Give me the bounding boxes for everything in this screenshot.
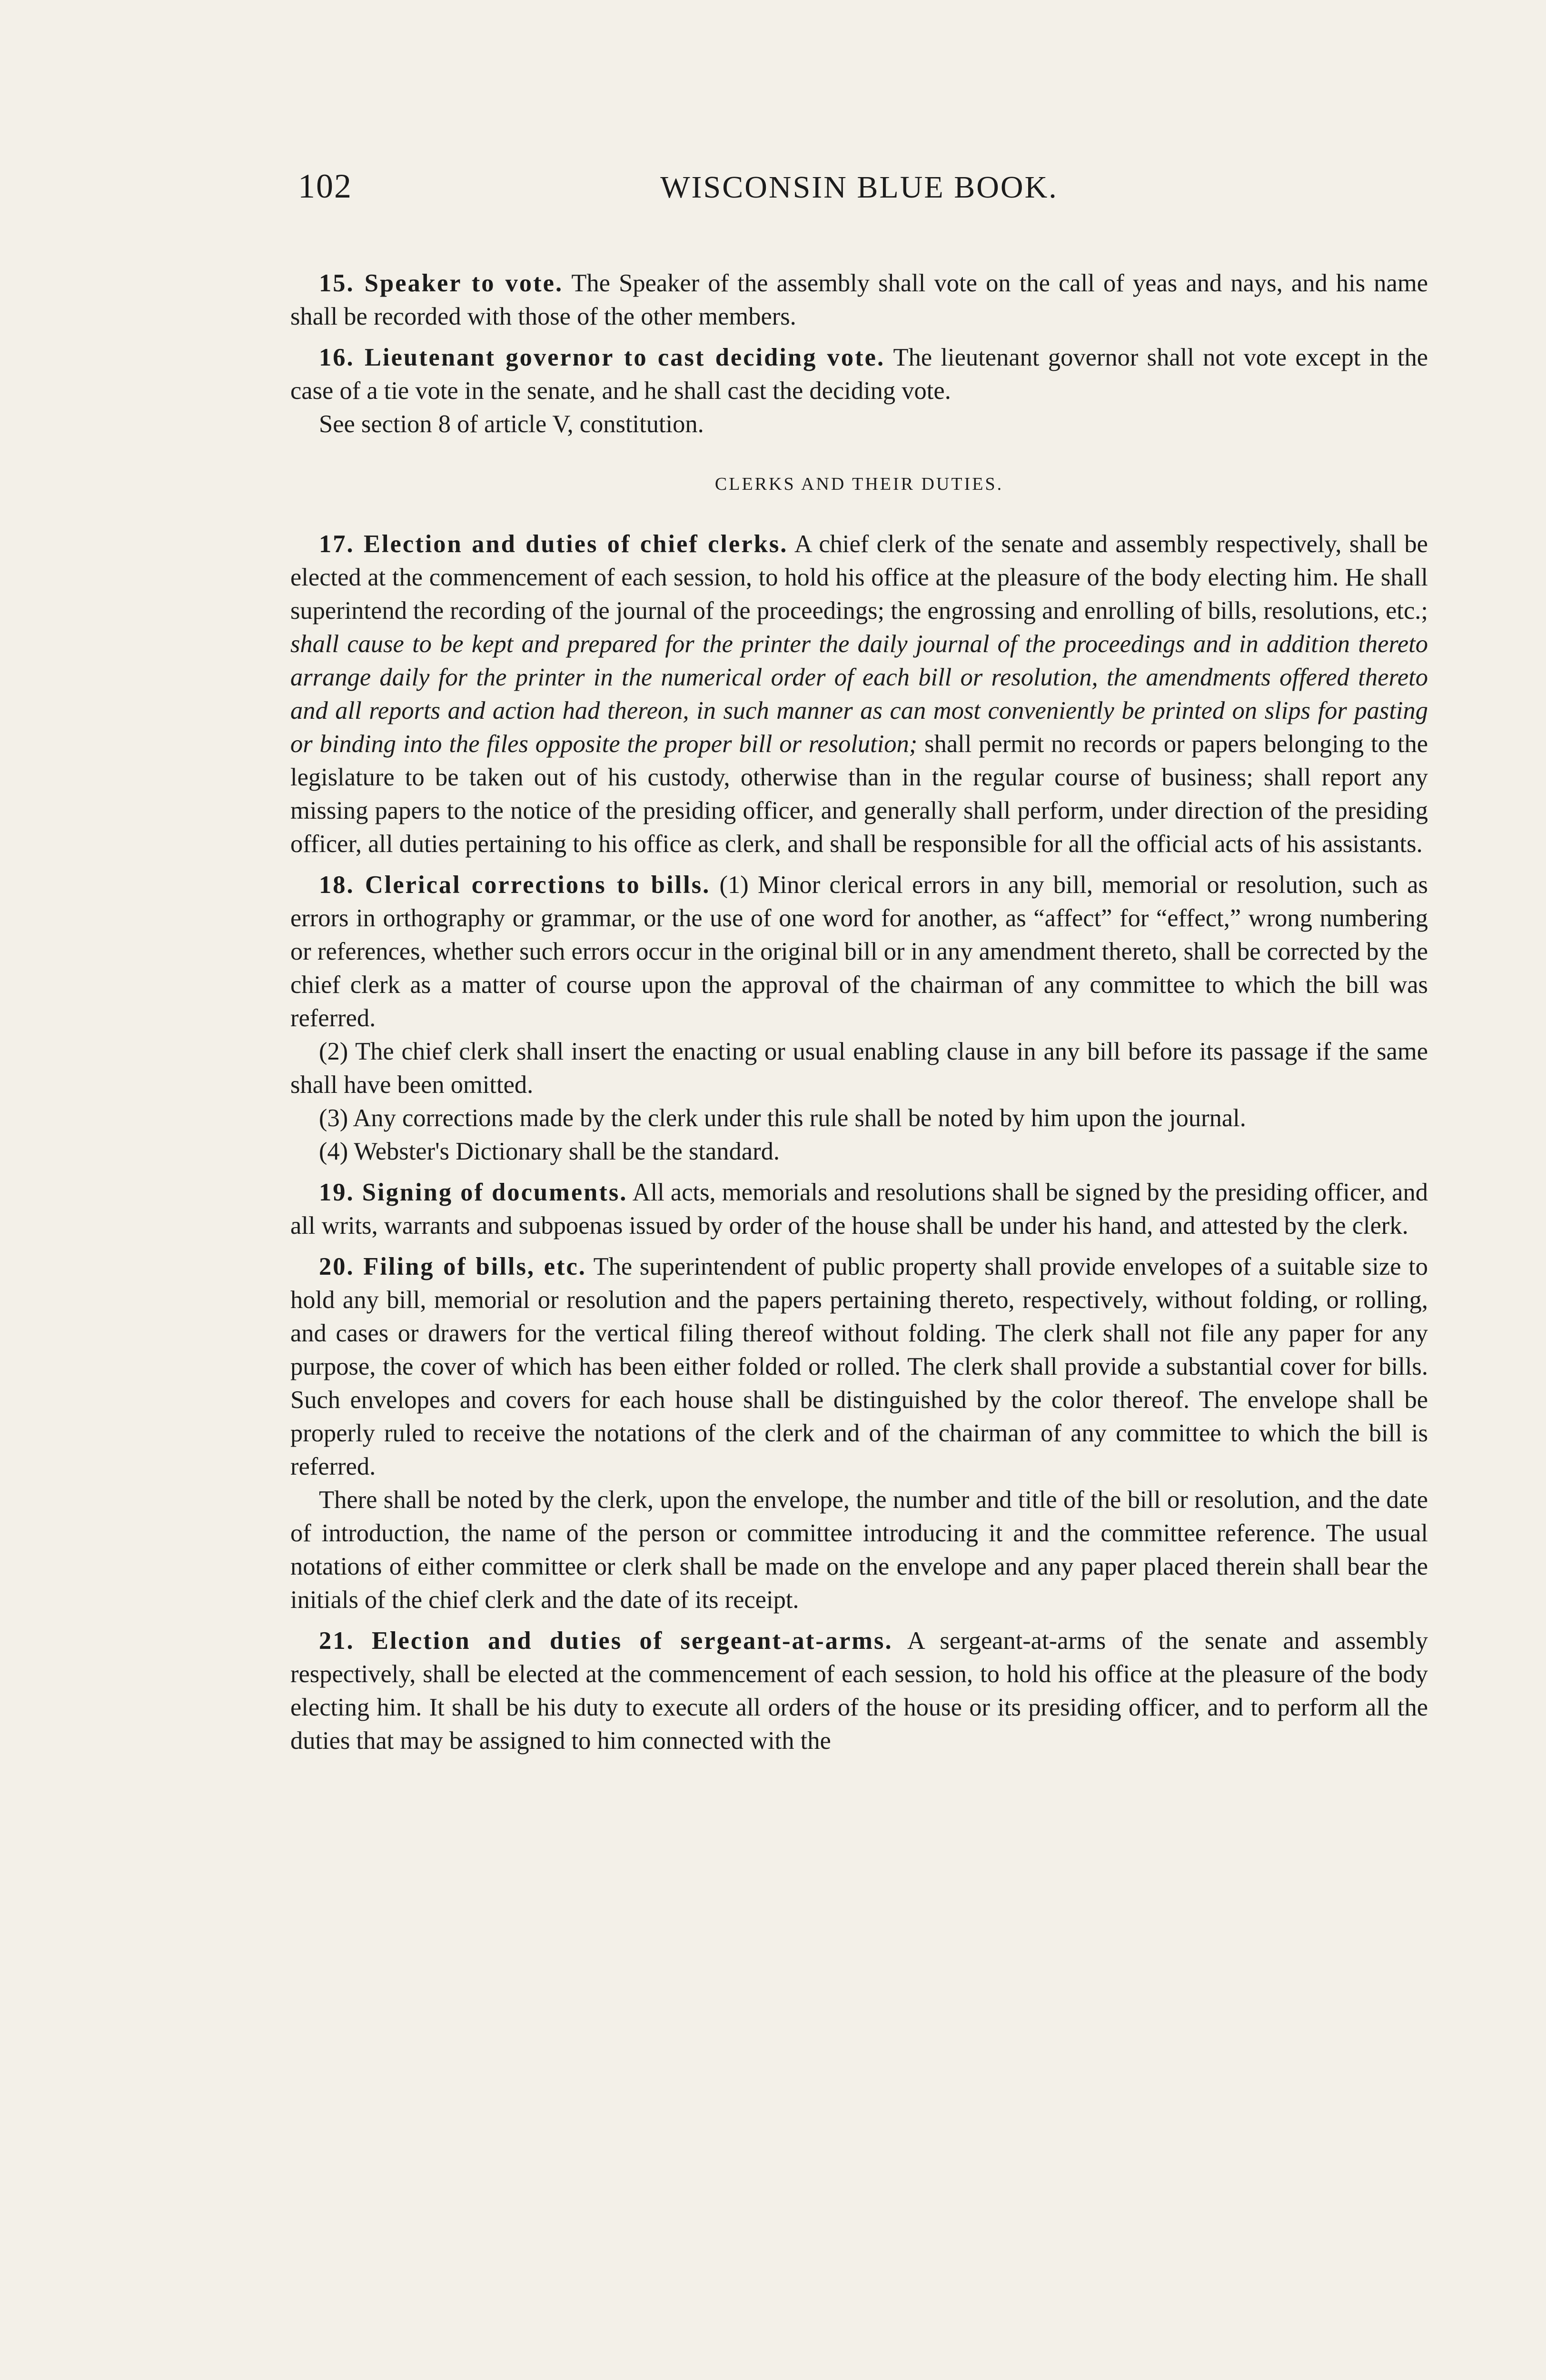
section-title: 21. Election and duties of sergeant-at-arms. [319, 1627, 893, 1655]
section-21 [290, 1624, 1428, 1757]
section-note: See section 8 of article V, constitution. [319, 410, 704, 438]
section-17 [290, 527, 1428, 861]
section-title: 20. Filing of bills, etc. [319, 1253, 586, 1280]
page-header [290, 162, 1428, 219]
section-title: 16. Lieutenant governor to cast deciding vote. [319, 344, 885, 371]
section-text-continued: There shall be noted by the clerk, upon the envelope, the number and title of the bill or resolution, and the date of introduction, the name of the person or committee introducing it and the committee reference. The usual notations of either committee or clerk shall be made on the envelope and any paper placed therein shall bear the initials of the chief clerk and the date of its receipt. [290, 1486, 1428, 1614]
section-text-italic: shall cause to be kept and prepared for the printer the daily journal of the proceedings and in addition thereto arrange daily for the printer in the numerical order of each bill or resolution, the amendments offered thereto and all reports and action had thereon, in such manner as can most conveniently be printed on slips for pasting or binding into the files opposite the proper bill or resolution; [290, 630, 1428, 758]
section-text: The lieutenant governor shall not vote except in the case of a tie vote in the senate, and he shall cast the deciding vote. [290, 344, 1428, 405]
section-text: The Speaker of the assembly shall vote on the call of yeas and nays, and his name shall be recorded with those of the other members. [290, 269, 1428, 330]
running-title: WISCONSIN BLUE BOOK. [660, 170, 1058, 205]
page-body [290, 267, 1428, 1765]
section-title: 15. Speaker to vote. [319, 269, 564, 297]
section-text: The superintendent of public property shall provide envelopes of a suitable size to hold any bill, memorial or resolution and the papers pertaining thereto, respectively, without folding, or rolling, and cases or drawers for the vertical filing thereof without folding. The clerk shall not file any paper for any purpose, the cover of which has been either folded or rolled. The clerk shall provide a substantial cover for bills. Such envelopes and covers for each house shall be distinguished by the color thereof. The envelope shall be properly ruled to receive the notations of the clerk and of the chairman of any committee to which the bill is referred. [290, 1253, 1428, 1480]
section-title: 18. Clerical corrections to bills. [319, 871, 711, 899]
section-15 [290, 267, 1428, 333]
section-title: 19. Signing of documents. [319, 1179, 628, 1206]
section-19 [290, 1176, 1428, 1242]
page-number: 102 [298, 167, 352, 205]
section-text: A sergeant-at-arms of the senate and assembly respectively, shall be elected at the commencement of each session, to hold his office at the pleasure of the body electing him. It shall be his duty to execute all orders of the house or its presiding officer, and to perform all the duties that may be assigned to him connected with the [290, 1627, 1428, 1755]
subsection: (2) The chief clerk shall insert the enacting or usual enabling clause in any bill before its passage if the same shall have been omitted. [290, 1038, 1428, 1099]
section-title: 17. Election and duties of chief clerks. [319, 530, 788, 558]
section-16 [290, 341, 1428, 407]
section-text: (1) Minor clerical errors in any bill, memorial or resolution, such as errors in orthography or grammar, or the use of one word for another, as “affect” for “effect,” wrong numbering or references, whether such errors occur in the original bill or in any amendment thereto, shall be corrected by the chief clerk as a matter of course upon the approval of the chairman of any committee to which the bill was referred. [290, 871, 1428, 1032]
subsection: (3) Any corrections made by the clerk under this rule shall be noted by him upon the journal. [319, 1104, 1246, 1132]
section-18 [290, 868, 1428, 1035]
section-20 [290, 1250, 1428, 1483]
section-heading: CLERKS AND THEIR DUTIES. [714, 474, 1004, 494]
subsection: (4) Webster's Dictionary shall be the standard. [319, 1138, 780, 1165]
section-text: All acts, memorials and resolutions shall be signed by the presiding officer, and all writs, warrants and subpoenas issued by order of the house shall be under his hand, and attested by the clerk. [290, 1179, 1428, 1240]
section-text: A chief clerk of the senate and assembly respectively, shall be elected at the commencement of each session, to hold his office at the pleasure of the body electing him. He shall superintend the recording of the journal of the proceedings; the engrossing and enrolling of bills, resolutions, etc.; [290, 530, 1428, 625]
section-text: shall permit no records or papers belonging to the legislature to be taken out of his custody, otherwise than in the regular course of business; shall report any missing papers to the notice of the presiding officer, and generally shall perform, under direction of the presiding officer, all duties pertaining to his office as clerk, and shall be responsible for all the official acts of his assistants. [290, 730, 1428, 858]
